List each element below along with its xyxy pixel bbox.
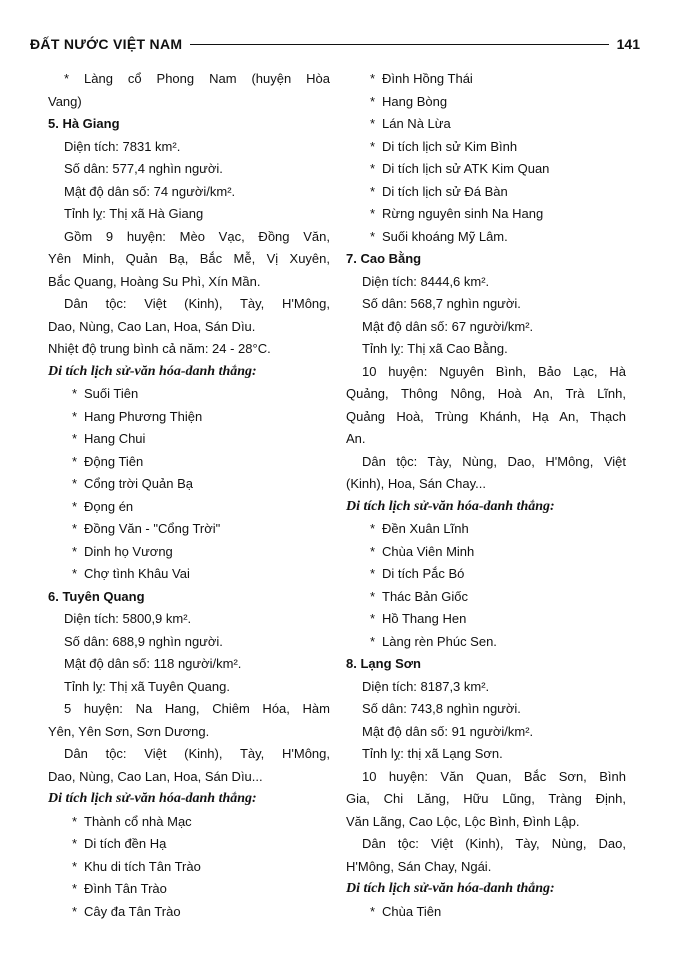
list-item: * Động Tiên [48, 451, 330, 474]
list-item: * Chợ tình Khâu Vai [48, 563, 330, 586]
ethnic-line: (Kinh), Hoa, Sán Chay... [346, 476, 486, 491]
population-line: Số dân: 743,8 nghìn người. [362, 701, 521, 716]
left-column [48, 68, 330, 923]
list-item: * Đọng én [48, 496, 330, 519]
list-item: * Lán Nà Lừa [346, 113, 626, 136]
list-item: * Đền Xuân Lĩnh [346, 518, 626, 541]
text-line: * Làng cổ Phong Nam (huyện Hòa [64, 71, 330, 86]
capital-line: Tỉnh lỵ: thị xã Lạng Sơn. [362, 746, 503, 761]
districts-line: Bắc Quang, Hoàng Su Phì, Xín Mần. [48, 273, 261, 289]
capital-line: Tỉnh lỵ: Thị xã Cao Bằng. [362, 341, 508, 356]
list-item: * Di tích lịch sử Kim Bình [346, 136, 626, 159]
density-line: Mật độ dân số: 74 người/km². [64, 183, 236, 199]
list-item: * Chùa Tiên [346, 901, 626, 924]
capital-line: Tỉnh lỵ: Thị xã Tuyên Quang. [64, 678, 230, 694]
list-item: * Di tích đền Hạ [48, 833, 330, 856]
list-item: * Hồ Thang Hen [346, 608, 626, 631]
section-title: 6. Tuyên Quang [48, 588, 145, 604]
heritage-heading: Di tích lịch sử-văn hóa-danh thắng: [48, 791, 257, 806]
list-item: * Chùa Viên Minh [346, 541, 626, 564]
ethnic-line: H'Mông, Sán Chay, Ngái. [346, 858, 492, 874]
right-column [346, 68, 626, 923]
list-item: * Hang Phương Thiện [48, 406, 330, 429]
districts-line: Quảng, Thông Nông, Hoà An, Trà Lĩnh, [346, 386, 626, 401]
districts-line: 10 huyện: Nguyên Bình, Bảo Lạc, Hà [362, 363, 626, 379]
list-item: * Dinh họ Vương [48, 541, 330, 564]
list-item: * Khu di tích Tân Trào [48, 856, 330, 879]
list-item: * Đình Hồng Thái [346, 68, 626, 91]
population-line: Số dân: 577,4 nghìn người. [64, 161, 223, 176]
list-item: * Cây đa Tân Trào [48, 901, 330, 924]
districts-line: 10 huyện: Văn Quan, Bắc Sơn, Bình [362, 768, 626, 784]
population-line: Số dân: 568,7 nghìn người. [362, 296, 521, 311]
heritage-heading: Di tích lịch sử-văn hóa-danh thắng: [48, 363, 257, 379]
section-title: 7. Cao Bằng [346, 251, 422, 266]
density-line: Mật độ dân số: 67 người/km². [362, 318, 534, 334]
heritage-heading: Di tích lịch sử-văn hóa-danh thắng: [346, 498, 555, 514]
districts-line: An. [346, 431, 366, 446]
capital-line: Tỉnh lỵ: Thị xã Hà Giang [64, 206, 204, 221]
area-line: Diện tích: 7831 km². [64, 138, 181, 154]
list-item: * Di tích lịch sử Đá Bàn [346, 181, 626, 204]
page-number: 141 [616, 36, 640, 52]
running-header [30, 34, 640, 54]
text-line: Vang) [48, 93, 82, 109]
districts-line: Gia, Chi Lăng, Hữu Lũng, Tràng Định, [346, 791, 626, 806]
list-item: * Làng rèn Phúc Sen. [346, 631, 626, 654]
ethnic-line: Dân tộc: Việt (Kinh), Tày, Nùng, Dao, [362, 836, 626, 851]
ethnic-line: Dân tộc: Tày, Nùng, Dao, H'Mông, Việt [362, 453, 626, 469]
list-item: * Thành cổ nhà Mạc [48, 811, 330, 834]
area-line: Diện tích: 5800,9 km². [64, 611, 192, 626]
list-item: * Rừng nguyên sinh Na Hang [346, 203, 626, 226]
list-item: * Hang Bòng [346, 91, 626, 114]
area-line: Diện tích: 8187,3 km². [362, 678, 490, 694]
districts-line: Quảng Hoà, Trùng Khánh, Hạ An, Thạch [346, 408, 626, 424]
heritage-heading: Di tích lịch sử-văn hóa-danh thắng: [346, 881, 555, 896]
temperature-line: Nhiệt độ trung bình cả năm: 24 - 28°C. [48, 341, 271, 356]
section-title: 5. Hà Giang [48, 116, 120, 131]
list-item: * Đồng Văn - "Cổng Trời" [48, 518, 330, 541]
districts-line: Yên, Yên Sơn, Sơn Dương. [48, 723, 210, 739]
list-item: * Đình Tân Trào [48, 878, 330, 901]
ethnic-line: Dân tộc: Việt (Kinh), Tày, H'Mông, [64, 296, 330, 311]
density-line: Mật độ dân số: 118 người/km². [64, 656, 242, 671]
population-line: Số dân: 688,9 nghìn người. [64, 633, 223, 649]
districts-line: Gồm 9 huyện: Mèo Vạc, Đồng Văn, [64, 228, 330, 244]
section-title: 8. Lạng Sơn [346, 656, 421, 671]
list-item: * Thác Bản Giốc [346, 586, 626, 609]
list-item: * Di tích Pắc Bó [346, 563, 626, 586]
area-line: Diện tích: 8444,6 km². [362, 273, 490, 289]
density-line: Mật độ dân số: 91 người/km². [362, 723, 534, 739]
list-item: * Hang Chui [48, 428, 330, 451]
header-rule [190, 44, 608, 45]
ethnic-line: Dao, Nùng, Cao Lan, Hoa, Sán Dìu... [48, 768, 263, 784]
list-item: * Suối khoáng Mỹ Lâm. [346, 226, 626, 249]
ethnic-line: Dao, Nùng, Cao Lan, Hoa, Sán Dìu. [48, 318, 256, 334]
list-item: * Cổng trời Quản Bạ [48, 473, 330, 496]
ethnic-line: Dân tộc: Việt (Kinh), Tày, H'Mông, [64, 746, 330, 761]
list-item: * Di tích lịch sử ATK Kim Quan [346, 158, 626, 181]
book-title: ĐẤT NƯỚC VIỆT NAM [30, 36, 183, 52]
districts-line: 5 huyện: Na Hang, Chiêm Hóa, Hàm [64, 701, 330, 716]
districts-line: Yên Minh, Quản Bạ, Bắc Mễ, Vị Xuyên, [48, 251, 330, 266]
districts-line: Văn Lãng, Cao Lộc, Lộc Bình, Đình Lập. [346, 813, 580, 829]
list-item: * Suối Tiên [48, 383, 330, 406]
